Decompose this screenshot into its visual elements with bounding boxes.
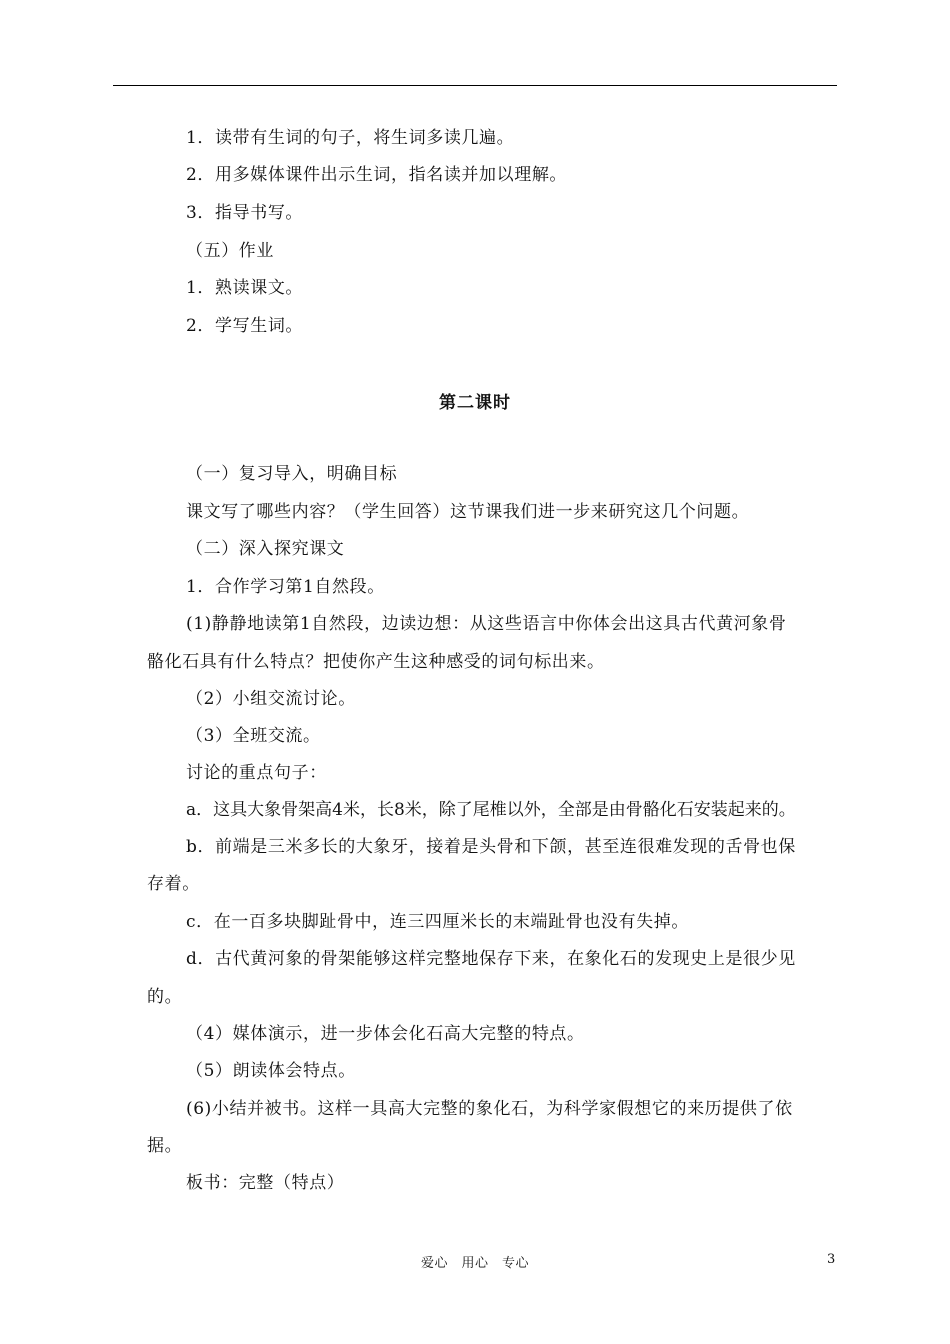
page-number: 3 <box>827 1252 836 1267</box>
text-line: 课文写了哪些内容？（学生回答）这节课我们进一步来研究这几个问题。 <box>186 502 750 522</box>
text-line: 1．读带有生词的句子，将生词多读几遍。 <box>186 128 515 148</box>
text-line: 据。 <box>147 1136 183 1156</box>
text-line: （3）全班交流。 <box>186 726 321 746</box>
text-line: 的。 <box>147 987 183 1007</box>
text-line: （5）朗读体会特点。 <box>186 1061 356 1081</box>
text-line: 存着。 <box>147 874 200 894</box>
text-line: （2）小组交流讨论。 <box>186 689 356 709</box>
header-rule <box>113 85 837 86</box>
text-line: 3．指导书写。 <box>186 203 304 223</box>
text-line: 讨论的重点句子： <box>186 763 327 783</box>
text-line: d．古代黄河象的骨架能够这样完整地保存下来，在象化石的发现史上是很少见 <box>186 949 796 969</box>
text-line: 板书：完整（特点） <box>186 1173 345 1193</box>
footer-motto: 爱心 用心 专心 <box>420 1256 529 1271</box>
text-line: c．在一百多块脚趾骨中，连三四厘米长的末端趾骨也没有失掉。 <box>186 912 689 932</box>
text-line: （二）深入探究课文 <box>186 539 345 559</box>
text-line: 骼化石具有什么特点？把使你产生这种感受的词句标出来。 <box>147 652 605 672</box>
text-line: （一）复习导入，明确目标 <box>186 464 398 484</box>
text-line: （五）作业 <box>186 241 274 261</box>
text-line: (6)小结并被书。这样一具高大完整的象化石，为科学家假想它的来历提供了依 <box>186 1099 793 1119</box>
text-line: 1．合作学习第1自然段。 <box>186 577 385 597</box>
text-line: 2．用多媒体课件出示生词，指名读并加以理解。 <box>186 165 568 185</box>
section-title: 第二课时 <box>439 393 511 413</box>
text-line: 2．学写生词。 <box>186 316 304 336</box>
text-line: (1)静静地读第1自然段，边读边想：从这些语言中你体会出这具古代黄河象骨 <box>186 614 787 634</box>
text-line: a．这具大象骨架高4米，长8米，除了尾椎以外，全部是由骨骼化石安装起来的。 <box>186 800 796 820</box>
text-line: b．前端是三米多长的大象牙，接着是头骨和下颌，甚至连很难发现的舌骨也保 <box>186 837 796 857</box>
text-line: （4）媒体演示，进一步体会化石高大完整的特点。 <box>186 1024 585 1044</box>
text-line: 1．熟读课文。 <box>186 278 304 298</box>
